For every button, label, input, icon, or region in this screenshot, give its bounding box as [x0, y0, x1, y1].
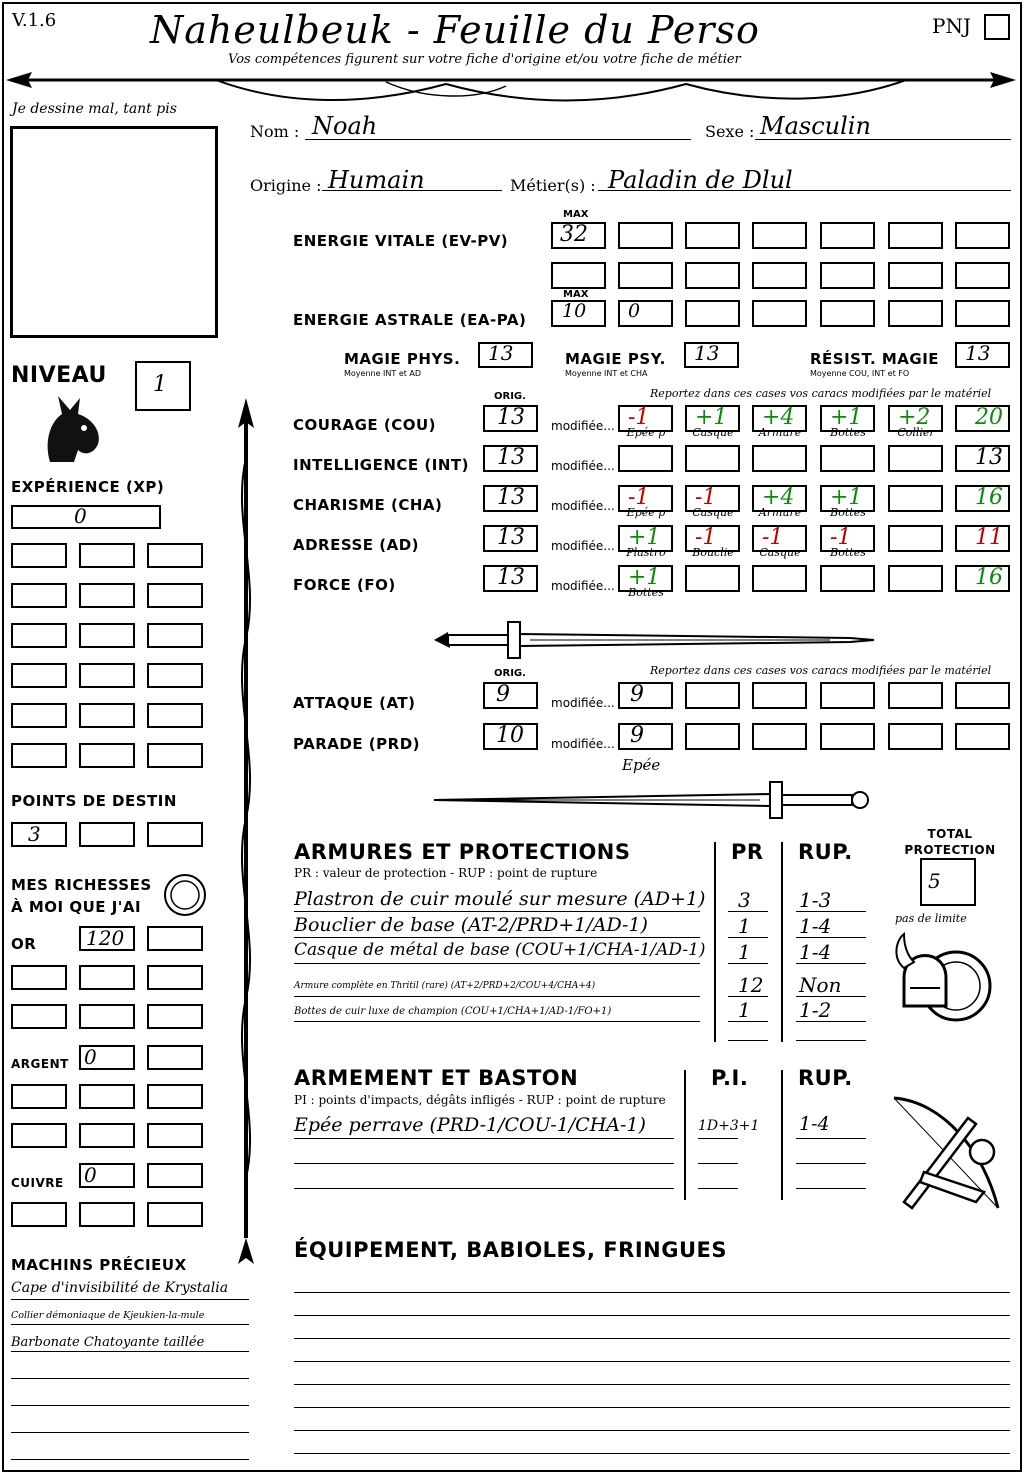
- stat-mod-box[interactable]: [752, 445, 807, 472]
- armure-line: [796, 963, 866, 964]
- xp-box[interactable]: [79, 543, 135, 568]
- stat-mod-box[interactable]: [888, 485, 943, 512]
- cuivre-box[interactable]: [79, 1202, 135, 1227]
- stat-mod-caption: Collier: [897, 426, 935, 439]
- xp-box[interactable]: [11, 703, 67, 728]
- machins-item[interactable]: Cape d'invisibilité de Krystalia: [11, 1280, 229, 1296]
- argent-box[interactable]: [147, 1045, 203, 1070]
- parade-orig-value: 10: [496, 723, 524, 748]
- ea-box[interactable]: [752, 300, 807, 327]
- origine-value[interactable]: Humain: [328, 166, 425, 194]
- stat-mod-value: -1: [762, 525, 784, 550]
- combat-report-note: Reportez dans ces cases vos caracs modifiées par le matériel: [650, 664, 992, 677]
- stat-mod-box[interactable]: [685, 445, 740, 472]
- portrait-caption: Je dessine mal, tant pis: [12, 101, 177, 117]
- argent-value: 0: [84, 1045, 97, 1069]
- armure-rup[interactable]: Non: [799, 973, 842, 997]
- ev-box[interactable]: [551, 262, 606, 289]
- machins-line: [11, 1299, 249, 1300]
- ea-max-value: 10: [562, 300, 587, 322]
- argent-box[interactable]: [147, 1084, 203, 1109]
- parade-box[interactable]: [955, 723, 1010, 750]
- stat-final-value: 11: [975, 525, 1003, 550]
- weapon-rup[interactable]: 1-4: [799, 1113, 830, 1135]
- armure-rup[interactable]: 1-4: [799, 914, 832, 938]
- armures-divider: [714, 842, 716, 1042]
- armure-line: [294, 1021, 700, 1022]
- xp-box[interactable]: [79, 663, 135, 688]
- parade-label: PARADE (PRD): [293, 735, 421, 753]
- stat-mod-caption: Plastro: [626, 546, 666, 559]
- ea-box[interactable]: [685, 300, 740, 327]
- armure-line: [728, 963, 768, 964]
- stat-modifie-label: modifiée...: [551, 579, 615, 593]
- argent-box[interactable]: [79, 1084, 135, 1109]
- sexe-underline: [755, 139, 1011, 140]
- attaque-orig-box[interactable]: [483, 682, 538, 709]
- ea-box[interactable]: [955, 300, 1010, 327]
- magie-psy-label: MAGIE PSY.: [565, 350, 666, 368]
- armure-line: [294, 937, 700, 938]
- xp-box[interactable]: [11, 623, 67, 648]
- xp-box[interactable]: [79, 583, 135, 608]
- machins-line: [11, 1405, 249, 1406]
- parade-box[interactable]: [888, 723, 943, 750]
- ev-box[interactable]: [820, 222, 875, 249]
- stat-mod-box[interactable]: [618, 445, 673, 472]
- armement-divider: [684, 1070, 686, 1200]
- stat-mod-box[interactable]: [820, 565, 875, 592]
- stat-final-value: 13: [975, 445, 1003, 470]
- armure-name[interactable]: Bouclier de base (AT-2/PRD+1/AD-1): [294, 914, 648, 936]
- stat-mod-caption: Bouclie: [692, 546, 734, 559]
- weapon-name[interactable]: Epée perrave (PRD-1/COU-1/CHA-1): [294, 1114, 646, 1136]
- armement-line: [796, 1163, 866, 1164]
- ea-box[interactable]: [820, 300, 875, 327]
- stat-mod-caption: Bottes: [830, 426, 866, 439]
- stat-mod-box[interactable]: [888, 445, 943, 472]
- weapon-pi[interactable]: 1D+3+1: [698, 1118, 760, 1134]
- ev-box[interactable]: [685, 262, 740, 289]
- sword-ornament-2: [430, 778, 874, 822]
- xp-box[interactable]: [147, 623, 203, 648]
- armure-line: [796, 911, 866, 912]
- parade-mod-box[interactable]: [618, 723, 673, 750]
- ea-box[interactable]: [618, 300, 673, 327]
- parade-box[interactable]: [685, 723, 740, 750]
- equipement-title: ÉQUIPEMENT, BABIOLES, FRINGUES: [294, 1238, 727, 1262]
- armement-note: PI : points d'impacts, dégâts infligés - RUP : point de rupture: [294, 1093, 666, 1107]
- equipement-line[interactable]: [294, 1430, 1010, 1431]
- stat-mod-value: -1: [695, 525, 717, 550]
- stat-mod-caption: Bottes: [830, 546, 866, 559]
- armure-line: [728, 911, 768, 912]
- stat-mod-box[interactable]: [820, 445, 875, 472]
- or-value: 120: [86, 926, 125, 950]
- stat-final-value: 16: [975, 565, 1003, 590]
- stat-orig-value: 13: [497, 485, 525, 510]
- header-subtitle: Vos compétences figurent sur votre fiche d'origine et/ou votre fiche de métier: [228, 52, 741, 67]
- equipement-line[interactable]: [294, 1407, 1010, 1408]
- ev-box[interactable]: [888, 262, 943, 289]
- or-box[interactable]: [79, 965, 135, 990]
- equipement-line[interactable]: [294, 1292, 1010, 1293]
- machins-item[interactable]: Barbonate Chatoyante taillée: [11, 1335, 205, 1350]
- armement-title: ARMEMENT ET BASTON: [294, 1066, 579, 1090]
- no-limit-label: pas de limite: [895, 912, 967, 925]
- armement-line: [698, 1188, 738, 1189]
- armement-line: [294, 1163, 674, 1164]
- armement-line: [796, 1138, 866, 1139]
- xp-box[interactable]: [147, 703, 203, 728]
- xp-box[interactable]: [147, 583, 203, 608]
- armure-rup[interactable]: 1-3: [799, 888, 832, 912]
- stat-mod-box[interactable]: [685, 565, 740, 592]
- stat-mod-caption: Bottes: [830, 506, 866, 519]
- stat-mod-caption: Epée p: [626, 506, 666, 519]
- resist-magie-value: 13: [965, 341, 991, 365]
- stat-mod-caption: Epée p: [626, 426, 666, 439]
- parade-box[interactable]: [752, 723, 807, 750]
- ev-box[interactable]: [752, 262, 807, 289]
- armure-pr[interactable]: 1: [738, 998, 751, 1022]
- armure-line: [796, 1040, 866, 1041]
- destin-box[interactable]: [79, 822, 135, 847]
- or-box[interactable]: [147, 965, 203, 990]
- sexe-value[interactable]: Masculin: [760, 112, 871, 140]
- magie-phys-sub: Moyenne INT et AD: [344, 369, 422, 378]
- stat-final-value: 20: [975, 405, 1003, 430]
- xp-box[interactable]: [11, 663, 67, 688]
- parade-modifie-label: modifiée...: [551, 737, 615, 751]
- report-note: Reportez dans ces cases vos caracs modifiées par le matériel: [650, 387, 992, 400]
- armures-title: ARMURES ET PROTECTIONS: [294, 840, 631, 864]
- armure-pr[interactable]: 3: [738, 888, 751, 912]
- armure-name[interactable]: Armure complète en Thritil (rare) (AT+2/PRD+2/COU+4/CHA+4): [294, 981, 596, 991]
- equipement-line[interactable]: [294, 1384, 1010, 1385]
- xp-label: EXPÉRIENCE (XP): [11, 478, 165, 496]
- armement-line: [294, 1138, 674, 1139]
- niveau-label: NIVEAU: [11, 363, 107, 388]
- orig-label: ORIG.: [494, 391, 526, 402]
- armure-name[interactable]: Casque de métal de base (COU+1/CHA-1/AD-1): [294, 940, 706, 960]
- cuivre-value: 0: [84, 1163, 97, 1187]
- ev-box[interactable]: [618, 222, 673, 249]
- armement-divider: [781, 1070, 783, 1200]
- argent-box[interactable]: [11, 1123, 67, 1148]
- armure-line: [796, 996, 866, 997]
- attaque-mod-value: 9: [630, 682, 644, 707]
- stat-mod-caption: Armure: [758, 506, 802, 519]
- armure-rup[interactable]: 1-4: [799, 940, 832, 964]
- stat-label: INTELLIGENCE (INT): [293, 456, 469, 474]
- metier-value[interactable]: Paladin de Dlul: [608, 166, 793, 194]
- magie-phys-label: MAGIE PHYS.: [344, 350, 461, 368]
- xp-box[interactable]: [11, 543, 67, 568]
- armures-divider: [781, 842, 783, 1042]
- attaque-box[interactable]: [955, 682, 1010, 709]
- argent-box[interactable]: [147, 1123, 203, 1148]
- cuivre-label: CUIVRE: [11, 1176, 64, 1190]
- equipement-line[interactable]: [294, 1361, 1010, 1362]
- total-protection-label: TOTAL PROTECTION: [904, 827, 996, 857]
- spear-ornament: [228, 398, 264, 1268]
- sheet-title: Naheulbeuk - Feuille du Perso: [150, 8, 760, 52]
- sexe-label: Sexe :: [705, 122, 755, 141]
- stat-mod-value: -1: [695, 485, 717, 510]
- machins-line: [11, 1324, 249, 1325]
- parade-box[interactable]: [820, 723, 875, 750]
- armure-name[interactable]: Bottes de cuir luxe de champion (COU+1/CHA+1/AD-1/FO+1): [294, 1006, 612, 1017]
- armure-line: [294, 911, 700, 912]
- xp-value: 0: [74, 504, 87, 528]
- stat-mod-value: +4: [762, 485, 795, 510]
- stat-orig-value: 13: [497, 445, 525, 470]
- attaque-orig-value: 9: [496, 682, 510, 707]
- stat-mod-value: +4: [762, 405, 795, 430]
- stat-mod-value: -1: [830, 525, 852, 550]
- weapons-icon: [884, 1092, 1006, 1218]
- ev-box[interactable]: [618, 262, 673, 289]
- portrait-frame[interactable]: [10, 126, 218, 338]
- armure-line: [728, 1021, 768, 1022]
- machins-label: MACHINS PRÉCIEUX: [11, 1256, 187, 1274]
- stat-mod-box[interactable]: [888, 525, 943, 552]
- stat-mod-box[interactable]: [752, 565, 807, 592]
- xp-box[interactable]: [147, 663, 203, 688]
- richesses-label: MES RICHESSES: [11, 876, 152, 894]
- stat-mod-value: -1: [628, 485, 650, 510]
- destin-label: POINTS DE DESTIN: [11, 792, 177, 810]
- stat-modifie-label: modifiée...: [551, 419, 615, 433]
- cuivre-box[interactable]: [147, 1163, 203, 1188]
- armure-pr[interactable]: 1: [738, 914, 751, 938]
- stat-orig-value: 13: [497, 565, 525, 590]
- nom-value[interactable]: Noah: [312, 112, 378, 140]
- stat-final-value: 16: [975, 485, 1003, 510]
- stat-label: CHARISME (CHA): [293, 496, 443, 514]
- parade-mod-caption: Epée: [622, 756, 661, 774]
- armures-rup-label: RUP.: [798, 840, 853, 864]
- argent-box[interactable]: [79, 1123, 135, 1148]
- equipement-line[interactable]: [294, 1338, 1010, 1339]
- xp-box[interactable]: [147, 743, 203, 768]
- destin-box[interactable]: [147, 822, 203, 847]
- armement-line: [698, 1138, 738, 1139]
- coin-icon: [162, 872, 208, 918]
- stat-orig-value: 13: [497, 525, 525, 550]
- ea-current-value: 0: [628, 300, 641, 322]
- stat-modifie-label: modifiée...: [551, 499, 615, 513]
- parade-mod-value: 9: [630, 723, 644, 748]
- or-box[interactable]: [147, 1004, 203, 1029]
- attaque-box[interactable]: [685, 682, 740, 709]
- resist-magie-sub: Moyenne COU, INT et FO: [810, 369, 910, 378]
- magie-phys-value: 13: [488, 341, 514, 365]
- niveau-value: 1: [153, 372, 167, 397]
- machins-item[interactable]: Collier démoniaque de Kjeukien-la-mule: [11, 1310, 205, 1321]
- metier-label: Métier(s) :: [510, 176, 596, 195]
- argent-label: ARGENT: [11, 1057, 69, 1071]
- or-label: OR: [11, 935, 37, 953]
- ev-label: ENERGIE VITALE (EV-PV): [293, 232, 509, 250]
- origine-label: Origine :: [250, 176, 322, 195]
- attaque-box[interactable]: [820, 682, 875, 709]
- helmet-shield-icon: [890, 928, 994, 1036]
- dragon-icon: [40, 392, 104, 466]
- armure-line: [796, 937, 866, 938]
- or-box[interactable]: [11, 965, 67, 990]
- origine-underline: [322, 190, 502, 191]
- sword-ornament: [430, 618, 876, 662]
- armement-rup-label: RUP.: [798, 1066, 853, 1090]
- argent-box[interactable]: [11, 1084, 67, 1109]
- stat-orig-value: 13: [497, 405, 525, 430]
- richesses-label-2: À MOI QUE J'AI: [11, 898, 142, 916]
- armure-line: [728, 1040, 768, 1041]
- pnj-label: PNJ: [932, 14, 971, 38]
- ev-box[interactable]: [752, 222, 807, 249]
- stat-modifie-label: modifiée...: [551, 459, 615, 473]
- ev-box[interactable]: [685, 222, 740, 249]
- stat-mod-caption: Bottes: [628, 586, 664, 599]
- stat-mod-value: +1: [695, 405, 728, 430]
- armure-line: [728, 937, 768, 938]
- xp-box[interactable]: [79, 623, 135, 648]
- stat-label: COURAGE (COU): [293, 416, 437, 434]
- stat-mod-value: +2: [898, 405, 931, 430]
- equipement-line[interactable]: [294, 1453, 1010, 1454]
- ev-max-label: MAX: [563, 209, 589, 220]
- stat-mod-value: +1: [830, 405, 863, 430]
- total-protection-value: 5: [928, 869, 941, 893]
- cuivre-box[interactable]: [147, 1202, 203, 1227]
- resist-magie-label: RÉSIST. MAGIE: [810, 350, 940, 368]
- ev-box[interactable]: [820, 262, 875, 289]
- stat-mod-caption: Casque: [759, 546, 801, 559]
- stat-mod-value: +1: [628, 565, 661, 590]
- stat-mod-caption: Casque: [692, 506, 734, 519]
- xp-box[interactable]: [11, 743, 67, 768]
- magie-psy-sub: Moyenne INT et CHA: [565, 369, 648, 378]
- or-box[interactable]: [11, 1004, 67, 1029]
- stat-label: FORCE (FO): [293, 576, 396, 594]
- armement-line: [796, 1188, 866, 1189]
- cuivre-box[interactable]: [11, 1202, 67, 1227]
- stat-mod-value: +1: [628, 525, 661, 550]
- armement-line: [294, 1188, 674, 1189]
- magie-psy-value: 13: [694, 341, 720, 365]
- armement-pi-label: P.I.: [711, 1066, 749, 1090]
- stat-modifie-label: modifiée...: [551, 539, 615, 553]
- ev-box[interactable]: [955, 262, 1010, 289]
- armure-rup[interactable]: 1-2: [799, 998, 832, 1022]
- attaque-label: ATTAQUE (AT): [293, 694, 416, 712]
- xp-box[interactable]: [79, 743, 135, 768]
- ea-label: ENERGIE ASTRALE (EA-PA): [293, 311, 527, 329]
- armure-pr[interactable]: 1: [738, 940, 751, 964]
- stat-mod-value: -1: [628, 405, 650, 430]
- xp-box[interactable]: [147, 543, 203, 568]
- ea-max-label: MAX: [563, 289, 589, 300]
- armure-line: [294, 963, 700, 964]
- machins-line: [11, 1432, 249, 1433]
- armure-line: [728, 996, 768, 997]
- armures-note: PR : valeur de protection - RUP : point de rupture: [294, 866, 598, 880]
- stat-mod-caption: Armure: [758, 426, 802, 439]
- equipement-line[interactable]: [294, 1315, 1010, 1316]
- version-label: V.1.6: [12, 10, 57, 31]
- xp-box[interactable]: [79, 703, 135, 728]
- stat-mod-box[interactable]: [888, 565, 943, 592]
- armures-pr-label: PR: [731, 840, 764, 864]
- armure-line: [796, 1021, 866, 1022]
- xp-box[interactable]: [11, 583, 67, 608]
- ev-box[interactable]: [955, 222, 1010, 249]
- armure-pr[interactable]: 12: [738, 973, 764, 997]
- stat-mod-caption: Casque: [692, 426, 734, 439]
- armement-line: [698, 1163, 738, 1164]
- metier-underline: [598, 190, 1011, 191]
- nom-label: Nom :: [250, 122, 300, 141]
- machins-line: [11, 1459, 249, 1460]
- attaque-mod-box[interactable]: [618, 682, 673, 709]
- armure-line: [294, 996, 700, 997]
- attaque-box[interactable]: [752, 682, 807, 709]
- combat-orig-label: ORIG.: [494, 668, 526, 679]
- machins-line: [11, 1378, 249, 1379]
- stat-mod-value: +1: [830, 485, 863, 510]
- ev-max-value: 32: [560, 222, 588, 247]
- ev-box[interactable]: [888, 222, 943, 249]
- destin-value: 3: [28, 822, 41, 846]
- or-box[interactable]: [147, 926, 203, 951]
- or-box[interactable]: [79, 1004, 135, 1029]
- armure-name[interactable]: Plastron de cuir moulé sur mesure (AD+1): [294, 888, 706, 910]
- attaque-box[interactable]: [888, 682, 943, 709]
- nom-underline: [305, 139, 691, 140]
- machins-line: [11, 1351, 249, 1352]
- ea-box[interactable]: [888, 300, 943, 327]
- pnj-checkbox[interactable]: [984, 14, 1010, 40]
- attaque-modifie-label: modifiée...: [551, 696, 615, 710]
- stat-label: ADRESSE (AD): [293, 536, 420, 554]
